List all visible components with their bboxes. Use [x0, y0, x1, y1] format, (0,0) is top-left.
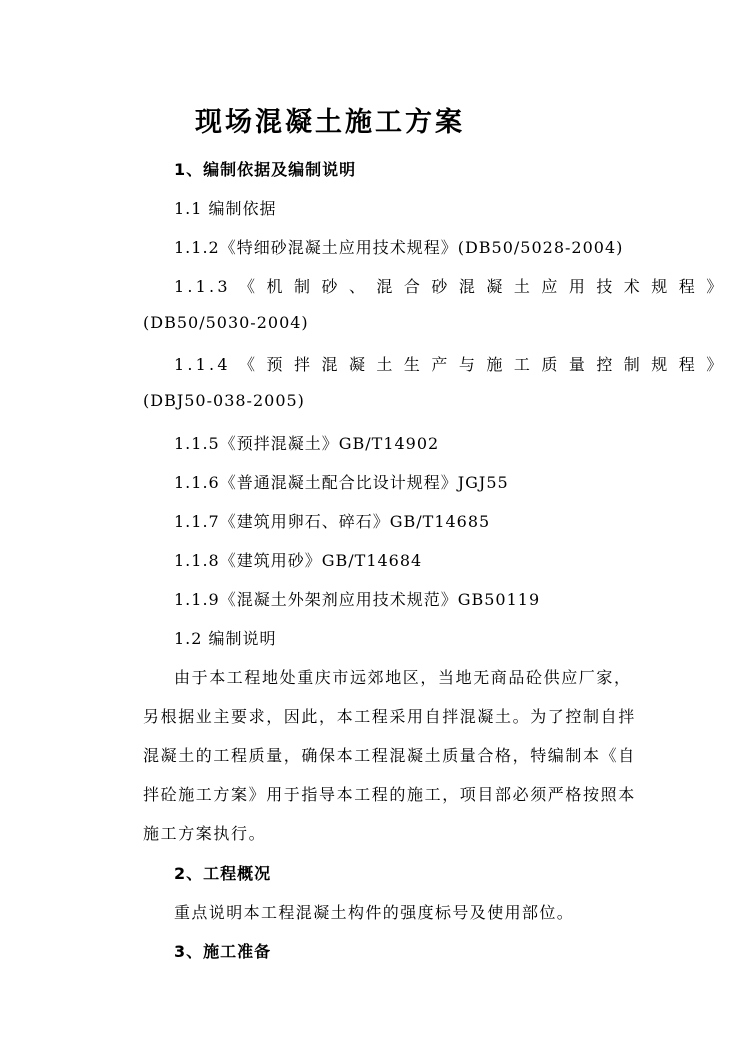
section-3-heading: 3、施工准备	[174, 942, 272, 961]
paragraph-line: 混凝土的工程质量，确保本工程混凝土质量合格，特编制本《自	[143, 746, 636, 765]
section-2-heading: 2、工程概况	[174, 864, 272, 883]
page-title: 现场混凝土施工方案	[195, 107, 465, 138]
reference-item-cont: (DBJ50-038-2005)	[143, 391, 305, 410]
reference-item: 1.1.6《普通混凝土配合比设计规程》JGJ55	[174, 473, 509, 492]
reference-item: 1.1.7《建筑用卵石、碎石》GB/T14685	[174, 512, 491, 531]
reference-item: 1.1.9《混凝土外架剂应用技术规范》GB50119	[174, 590, 541, 609]
subsection-1-2: 1.2 编制说明	[174, 629, 277, 648]
paragraph-line: 由于本工程地处重庆市远郊地区，当地无商品砼供应厂家，	[174, 668, 632, 687]
paragraph-line: 拌砼施工方案》用于指导本工程的施工，项目部必须严格按照本	[143, 785, 636, 804]
section-1-heading: 1、编制依据及编制说明	[174, 160, 357, 179]
reference-item: 1.1.5《预拌混凝土》GB/T14902	[174, 434, 440, 453]
section-2-text: 重点说明本工程混凝土构件的强度标号及使用部位。	[174, 903, 575, 922]
reference-item: 1.1.4 《 预 拌 混 凝 土 生 产 与 施 工 质 量 控 制 规 程 》	[174, 355, 726, 374]
reference-item: 1.1.2《特细砂混凝土应用技术规程》(DB50/5028-2004)	[174, 238, 624, 257]
reference-item: 1.1.8《建筑用砂》GB/T14684	[174, 551, 423, 570]
reference-item-cont: (DB50/5030-2004)	[143, 313, 309, 332]
subsection-1-1: 1.1 编制依据	[174, 199, 277, 218]
paragraph-line: 另根据业主要求，因此，本工程采用自拌混凝土。为了控制自拌	[143, 707, 636, 726]
paragraph-line: 施工方案执行。	[143, 824, 267, 843]
reference-item: 1.1.3 《 机 制 砂 、 混 合 砂 混 凝 土 应 用 技 术 规 程 》	[174, 277, 726, 296]
